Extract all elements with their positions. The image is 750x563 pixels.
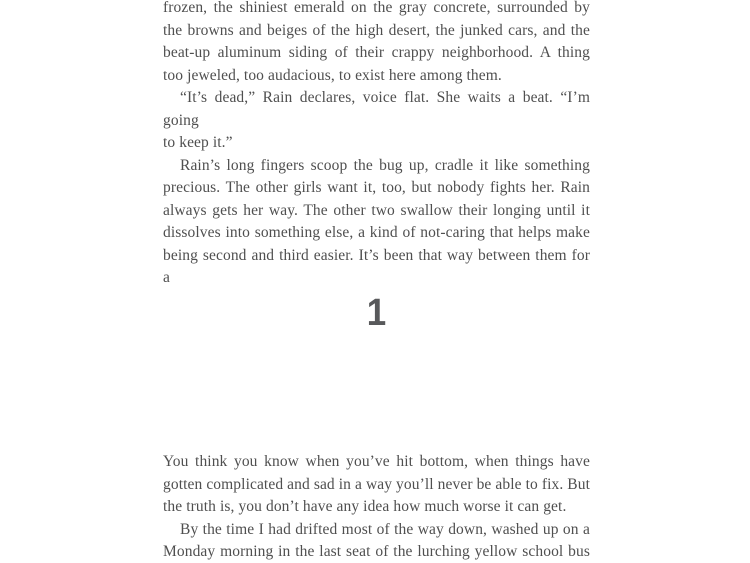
text-line: precious. The other girls want it, too, but nobody fights her. Rain bbox=[163, 179, 590, 196]
chapter-number: 1 bbox=[366, 292, 387, 334]
text-line: frozen, the shiniest emerald on the gray concrete, surrounded by bbox=[163, 0, 590, 16]
text-line: beat-up aluminum siding of their crappy neighborhood. A thing bbox=[163, 44, 590, 61]
text-line: the truth is, you don’t have any idea how much worse it can get. bbox=[163, 498, 567, 515]
text-line: dissolves into something else, a kind of not-caring that helps make bbox=[163, 224, 590, 241]
text-line: Monday morning in the last seat of the lurching yellow school bus bbox=[163, 543, 590, 560]
text-line: to keep it.” bbox=[163, 134, 233, 151]
text-line: By the time I had drifted most of the way down, washed up on a bbox=[180, 520, 590, 538]
text-line: “It’s dead,” Rain declares, voice flat. She waits a beat. “I’m going bbox=[163, 89, 590, 129]
text-line: Rain’s long fingers scoop the bug up, cradle it like something bbox=[180, 156, 590, 174]
text-line: You think you know when you’ve hit bottom, when things have bbox=[163, 453, 590, 470]
text-line: being second and third easier. It’s been that way between them for a bbox=[163, 246, 590, 286]
bottom-text-block bbox=[163, 451, 590, 563]
text-line: always gets her way. The other two swallow their longing until it bbox=[163, 201, 590, 219]
text-line: gotten complicated and sad in a way you’ll never be able to fix. But bbox=[163, 475, 590, 493]
top-text-block bbox=[163, 0, 590, 290]
text-line: too jeweled, too audacious, to exist here among them. bbox=[163, 66, 502, 84]
text-line: the browns and beiges of the high desert, the junked cars, and the bbox=[163, 21, 590, 39]
